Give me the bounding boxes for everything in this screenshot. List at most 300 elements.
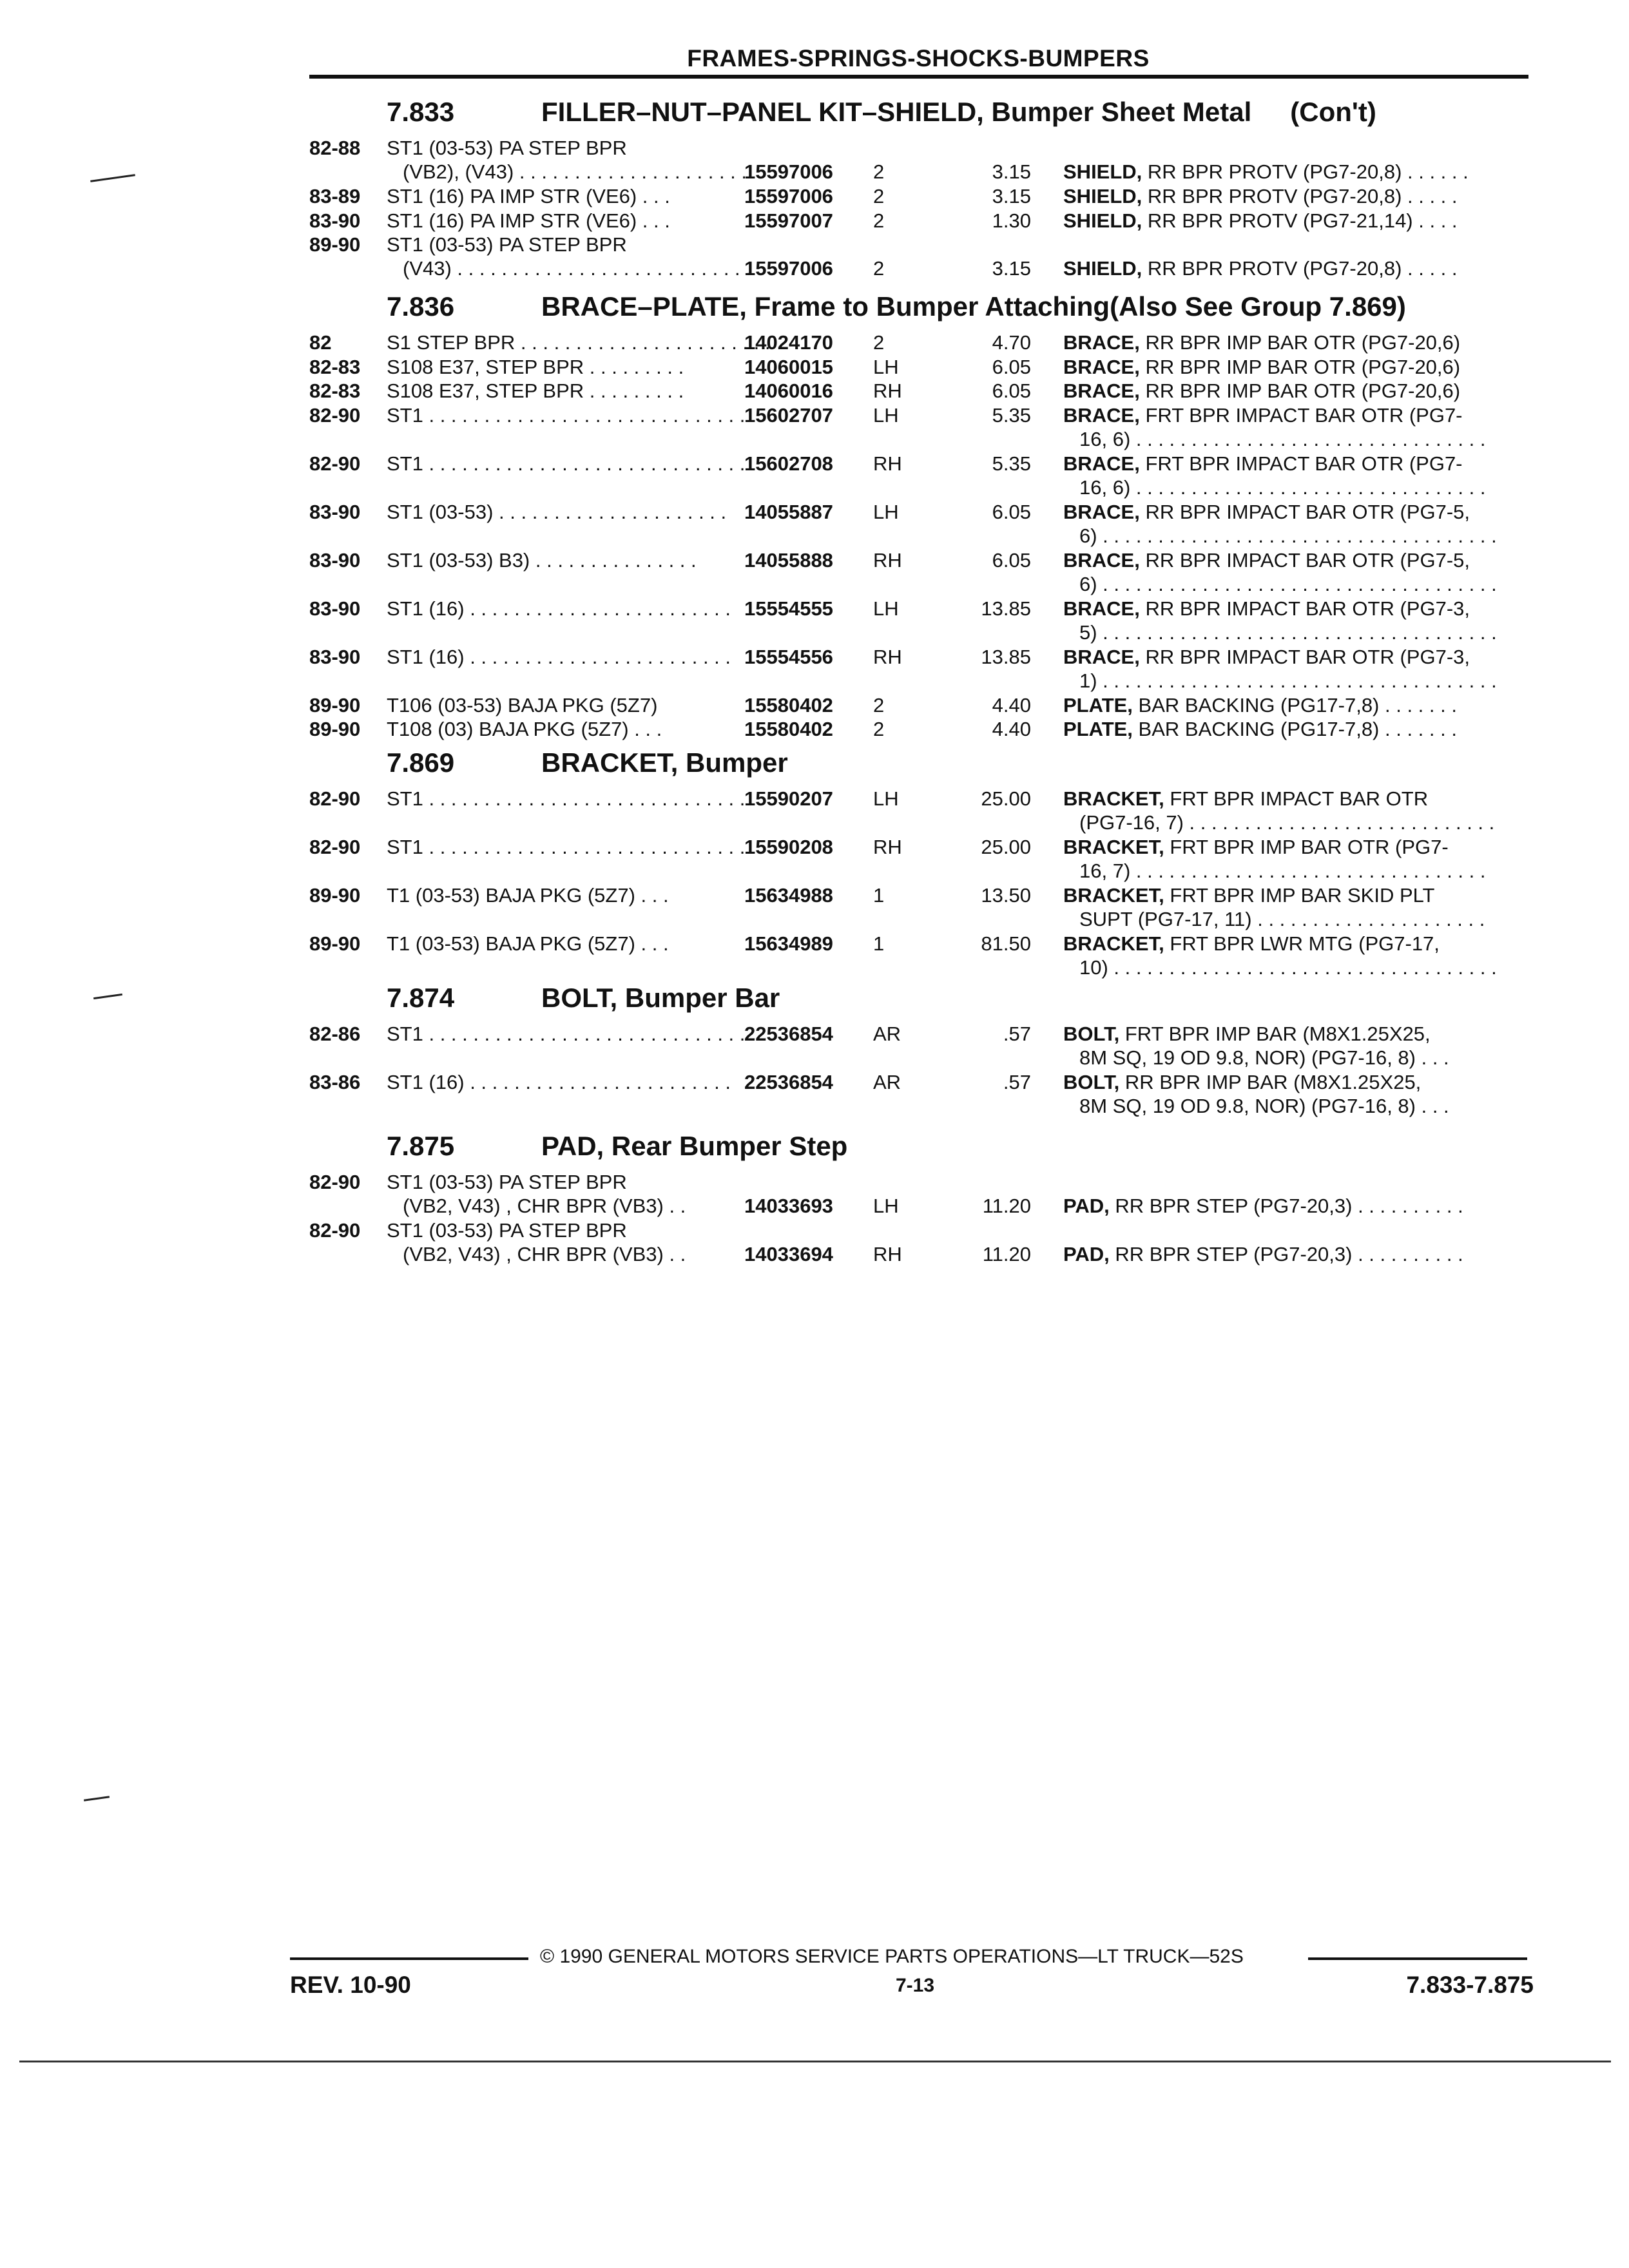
part-name <box>1063 380 1527 403</box>
quantity: 2 <box>873 693 885 716</box>
part-number: 15602707 <box>744 403 833 427</box>
parts-row-line <box>0 621 1629 645</box>
parts-row-line <box>0 718 1629 742</box>
quantity: 2 <box>873 160 885 183</box>
list-price: 3.15 <box>992 257 1031 280</box>
parts-row-line <box>0 884 1629 908</box>
parts-row-line <box>0 694 1629 718</box>
parts-row-line <box>0 597 1629 621</box>
parts-row <box>0 836 1629 883</box>
parts-row-line <box>0 209 1629 233</box>
footer-rule-right <box>1308 1957 1527 1960</box>
part-name-detail: RR BPR PROTV (PG7-20,8) . . . . . . <box>1142 160 1469 183</box>
parts-row <box>0 233 1629 281</box>
part-noun: BRACE, <box>1063 331 1140 354</box>
parts-row <box>0 597 1629 645</box>
model-years: 89-90 <box>309 932 361 955</box>
usage-description: ST1 . . . . . . . . . . . . . . . . . . . . . . . . . . . . . <box>387 452 746 475</box>
model-years: 82-90 <box>309 452 361 475</box>
part-noun: BRACE, <box>1063 403 1140 427</box>
quantity: 2 <box>873 331 885 354</box>
parts-row-line <box>0 380 1629 403</box>
part-noun: BRACKET, <box>1063 932 1164 955</box>
part-name-detail: 16, 6) . . . . . . . . . . . . . . . . . . . . . . . . . . . . . . . . <box>1079 476 1486 499</box>
model-years: 89-90 <box>309 718 361 740</box>
usage-description: ST1 . . . . . . . . . . . . . . . . . . . . . . . . . . . . . <box>387 787 746 810</box>
parts-row <box>0 209 1629 233</box>
usage-description: S108 E37, STEP BPR . . . . . . . . . <box>387 380 684 402</box>
usage-description: (VB2), (V43) . . . . . . . . . . . . . . . . . . . . . <box>403 160 747 183</box>
model-years: 89-90 <box>309 233 361 256</box>
part-noun: PAD, <box>1063 1195 1110 1217</box>
quantity: 1 <box>873 884 885 907</box>
parts-row-line <box>0 428 1629 452</box>
model-years: 82-83 <box>309 380 361 402</box>
parts-row <box>0 718 1629 742</box>
footer-revision: REV. 10-90 <box>290 1972 411 1998</box>
part-name-detail: FRT BPR LWR MTG (PG7-17, <box>1164 932 1440 955</box>
section-heading <box>387 1131 847 1162</box>
section-heading <box>387 97 1376 128</box>
parts-row <box>0 787 1629 835</box>
list-price: 81.50 <box>981 932 1031 955</box>
part-name-detail: FRT BPR IMPACT BAR OTR (PG7- <box>1139 403 1463 427</box>
usage-description: ST1 (16) PA IMP STR (VE6) . . . <box>387 209 670 232</box>
parts-row <box>0 380 1629 403</box>
list-price: 3.15 <box>992 160 1031 183</box>
model-years: 82-86 <box>309 1023 361 1045</box>
part-name-detail: 6) . . . . . . . . . . . . . . . . . . . . . . . . . . . . . . . . . . . . <box>1079 524 1497 547</box>
part-name <box>1063 356 1527 379</box>
part-number: 15602708 <box>744 452 833 475</box>
parts-row-line <box>0 549 1629 573</box>
part-noun: SHIELD, <box>1063 185 1142 207</box>
usage-description: ST1 (03-53) PA STEP BPR <box>387 1171 627 1193</box>
part-name-detail: RR BPR IMPACT BAR OTR (PG7-5, <box>1139 500 1470 523</box>
part-name <box>1079 621 1527 644</box>
part-name-detail: RR BPR IMP BAR OTR (PG7-20,6) <box>1139 380 1461 402</box>
parts-row-line <box>0 669 1629 693</box>
list-price: 13.85 <box>981 597 1031 620</box>
part-name-detail: FRT BPR IMP BAR OTR (PG7- <box>1164 836 1449 858</box>
parts-row-line <box>0 646 1629 669</box>
parts-row-line <box>0 331 1629 355</box>
model-years: 83-90 <box>309 500 361 523</box>
parts-row-line <box>0 160 1629 184</box>
part-noun: PLATE, <box>1063 693 1133 716</box>
part-noun: BRACE, <box>1063 452 1140 475</box>
parts-row-line <box>0 1095 1629 1119</box>
list-price: 6.05 <box>992 355 1031 378</box>
part-noun: BRACKET, <box>1063 787 1164 810</box>
parts-row <box>0 452 1629 500</box>
part-name <box>1079 669 1527 693</box>
model-years: 83-90 <box>309 209 361 232</box>
part-number: 15580402 <box>744 718 833 740</box>
section-title: BRACKET, Bumper <box>541 747 788 778</box>
usage-description: ST1 (03-53) . . . . . . . . . . . . . . . . . . . . . <box>387 500 727 523</box>
parts-row <box>0 356 1629 380</box>
list-price: 6.05 <box>992 380 1031 402</box>
parts-row-line <box>0 1243 1629 1267</box>
part-noun: BOLT, <box>1063 1023 1120 1045</box>
usage-description: (V43) . . . . . . . . . . . . . . . . . . . . . . . . . . . <box>403 257 751 280</box>
model-years: 83-86 <box>309 1071 361 1093</box>
usage-description: ST1 (16) . . . . . . . . . . . . . . . . . . . . . . . . <box>387 597 731 620</box>
part-name-detail: RR BPR PROTV (PG7-20,8) . . . . . <box>1142 185 1458 207</box>
section-title: PAD, Rear Bumper Step <box>541 1131 848 1161</box>
part-noun: BOLT, <box>1063 1071 1120 1093</box>
part-noun: PLATE, <box>1063 718 1133 740</box>
part-name <box>1063 549 1527 572</box>
parts-row <box>0 884 1629 932</box>
parts-row <box>0 185 1629 209</box>
part-number: 14055888 <box>744 548 833 572</box>
part-noun: BRACE, <box>1063 380 1140 402</box>
section-heading <box>387 747 788 778</box>
part-name <box>1079 476 1527 499</box>
part-noun: BRACE, <box>1063 500 1140 523</box>
list-price: 5.35 <box>992 452 1031 475</box>
part-name <box>1079 1095 1527 1118</box>
part-name-detail: RR BPR IMPACT BAR OTR (PG7-3, <box>1139 645 1470 668</box>
footer-group-range: 7.833-7.875 <box>1406 1972 1534 1998</box>
parts-row-line <box>0 185 1629 209</box>
parts-row-line <box>0 860 1629 883</box>
scan-margin-mark <box>84 1796 110 1802</box>
part-number: 22536854 <box>744 1071 833 1093</box>
parts-row-line <box>0 1046 1629 1070</box>
parts-row-line <box>0 1023 1629 1046</box>
parts-row-line <box>0 932 1629 956</box>
part-name <box>1079 573 1527 596</box>
list-price: 4.70 <box>992 331 1031 354</box>
part-name <box>1063 452 1527 476</box>
parts-row <box>0 1171 1629 1218</box>
quantity: RH <box>873 836 902 858</box>
part-name-detail: RR BPR IMP BAR OTR (PG7-20,6) <box>1139 355 1461 378</box>
section-heading <box>387 983 780 1014</box>
part-name-detail: 8M SQ, 19 OD 9.8, NOR) (PG7-16, 8) . . . <box>1079 1046 1449 1069</box>
quantity: LH <box>873 355 899 378</box>
part-noun: SHIELD, <box>1063 257 1142 280</box>
parts-row-line <box>0 257 1629 281</box>
part-number: 22536854 <box>744 1023 833 1045</box>
part-noun: BRACE, <box>1063 355 1140 378</box>
list-price: 3.15 <box>992 185 1031 207</box>
footer-copyright: © 1990 GENERAL MOTORS SERVICE PARTS OPERATIONS—LT TRUCK—52S <box>540 1946 1244 1967</box>
usage-description: ST1 (03-53) PA STEP BPR <box>387 233 627 256</box>
part-number: 14055887 <box>744 500 833 523</box>
part-number: 14060015 <box>744 355 833 378</box>
part-name <box>1079 524 1527 548</box>
usage-description: (VB2, V43) , CHR BPR (VB3) . . <box>403 1243 686 1265</box>
quantity: LH <box>873 597 899 620</box>
list-price: 11.20 <box>982 1243 1031 1265</box>
part-name-detail: RR BPR PROTV (PG7-21,14) . . . . <box>1142 209 1458 232</box>
part-name-detail: RR BPR IMP BAR (M8X1.25X25, <box>1119 1071 1422 1093</box>
parts-row-line <box>0 452 1629 476</box>
usage-description: ST1 (16) . . . . . . . . . . . . . . . . . . . . . . . . <box>387 1071 731 1093</box>
part-name-detail: 10) . . . . . . . . . . . . . . . . . . . . . . . . . . . . . . . . . . . <box>1079 956 1497 979</box>
parts-row-line <box>0 137 1629 160</box>
parts-row-line <box>0 811 1629 835</box>
part-number: 15597007 <box>744 209 833 232</box>
quantity: RH <box>873 380 902 402</box>
parts-row <box>0 501 1629 548</box>
quantity: AR <box>873 1023 901 1045</box>
list-price: 13.85 <box>981 645 1031 668</box>
usage-description: ST1 (03-53) PA STEP BPR <box>387 1219 627 1242</box>
part-noun: PAD, <box>1063 1243 1110 1265</box>
list-price: 4.40 <box>992 718 1031 740</box>
usage-description: ST1 (03-53) B3) . . . . . . . . . . . . . . . <box>387 548 697 572</box>
list-price: .57 <box>1003 1071 1031 1093</box>
usage-description: T1 (03-53) BAJA PKG (5Z7) . . . <box>387 884 669 907</box>
part-number: 15634989 <box>744 932 833 955</box>
usage-description: S1 STEP BPR . . . . . . . . . . . . . . . . . . . . . . . <box>387 331 771 354</box>
parts-row-line <box>0 1171 1629 1195</box>
list-price: .57 <box>1003 1023 1031 1045</box>
section-number: 7.833 <box>387 97 455 127</box>
section-number: 7.875 <box>387 1131 455 1161</box>
parts-row-line <box>0 836 1629 860</box>
usage-description: T106 (03-53) BAJA PKG (5Z7) <box>387 693 658 716</box>
part-number: 15597006 <box>744 257 833 280</box>
part-name <box>1063 160 1527 184</box>
parts-row-line <box>0 908 1629 932</box>
section-title: FILLER–NUT–PANEL KIT–SHIELD, Bumper Sheet Metal <box>541 97 1252 127</box>
part-name-detail: 5) . . . . . . . . . . . . . . . . . . . . . . . . . . . . . . . . . . . . <box>1079 620 1497 644</box>
part-name <box>1079 811 1527 834</box>
part-name-detail: FRT BPR IMPACT BAR OTR (PG7- <box>1139 452 1463 475</box>
quantity: RH <box>873 1243 902 1265</box>
list-price: 1.30 <box>992 209 1031 232</box>
part-name-detail: FRT BPR IMPACT BAR OTR <box>1164 787 1429 810</box>
quantity: 2 <box>873 185 885 207</box>
quantity: RH <box>873 548 902 572</box>
part-number: 14033694 <box>744 1243 833 1265</box>
model-years: 82-90 <box>309 836 361 858</box>
parts-row-line <box>0 524 1629 548</box>
parts-row-line <box>0 1071 1629 1095</box>
parts-row <box>0 1219 1629 1267</box>
part-number: 15597006 <box>744 185 833 207</box>
section-continued-note: (Con't) <box>1290 97 1376 127</box>
section-title: BRACE–PLATE, Frame to Bumper Attaching(Also See Group 7.869) <box>541 291 1406 322</box>
part-name-detail: RR BPR IMP BAR OTR (PG7-20,6) <box>1139 331 1461 354</box>
part-name-detail: 6) . . . . . . . . . . . . . . . . . . . . . . . . . . . . . . . . . . . . <box>1079 572 1497 595</box>
parts-row-line <box>0 501 1629 524</box>
list-price: 25.00 <box>981 787 1031 810</box>
parts-row <box>0 932 1629 980</box>
part-name-detail: 16, 6) . . . . . . . . . . . . . . . . . . . . . . . . . . . . . . . . <box>1079 427 1486 450</box>
parts-row-line <box>0 356 1629 380</box>
parts-row <box>0 694 1629 718</box>
list-price: 11.20 <box>982 1195 1031 1217</box>
parts-row <box>0 1023 1629 1070</box>
list-price: 5.35 <box>992 403 1031 427</box>
part-name-detail: 8M SQ, 19 OD 9.8, NOR) (PG7-16, 8) . . . <box>1079 1095 1449 1117</box>
quantity: RH <box>873 452 902 475</box>
part-name-detail: BAR BACKING (PG17-7,8) . . . . . . . <box>1132 693 1457 716</box>
part-number: 15634988 <box>744 884 833 907</box>
parts-row-line <box>0 573 1629 597</box>
section-number: 7.869 <box>387 747 455 778</box>
model-years: 83-90 <box>309 597 361 620</box>
part-name-detail: RR BPR IMPACT BAR OTR (PG7-5, <box>1139 548 1470 572</box>
part-name-detail: RR BPR STEP (PG7-20,3) . . . . . . . . . . <box>1109 1195 1463 1217</box>
model-years: 89-90 <box>309 693 361 716</box>
list-price: 4.40 <box>992 693 1031 716</box>
footer-page-number: 7-13 <box>895 1975 935 1996</box>
part-name <box>1063 331 1527 354</box>
part-noun: SHIELD, <box>1063 209 1142 232</box>
part-name <box>1063 501 1527 524</box>
model-years: 82-83 <box>309 355 361 378</box>
part-name-detail: RR BPR IMPACT BAR OTR (PG7-3, <box>1139 597 1470 620</box>
scan-margin-mark <box>93 994 122 999</box>
usage-description: ST1 . . . . . . . . . . . . . . . . . . . . . . . . . . . . . <box>387 1023 746 1045</box>
quantity: RH <box>873 645 902 668</box>
part-name-detail: FRT BPR IMP BAR SKID PLT <box>1164 884 1435 907</box>
usage-description: ST1 (16) PA IMP STR (VE6) . . . <box>387 185 670 207</box>
part-name <box>1079 860 1527 883</box>
model-years: 83-89 <box>309 185 361 207</box>
header-rule <box>309 75 1528 79</box>
part-name <box>1063 185 1527 208</box>
model-years: 82-90 <box>309 1219 361 1242</box>
part-number: 14024170 <box>744 331 833 354</box>
part-number: 14060016 <box>744 380 833 402</box>
part-name <box>1063 694 1527 717</box>
part-name <box>1063 1195 1527 1218</box>
model-years: 82-90 <box>309 787 361 810</box>
model-years: 83-90 <box>309 548 361 572</box>
part-name <box>1063 209 1527 233</box>
scan-bottom-edge <box>19 2061 1611 2062</box>
part-number: 14033693 <box>744 1195 833 1217</box>
part-name <box>1063 718 1527 741</box>
usage-description: ST1 (16) . . . . . . . . . . . . . . . . . . . . . . . . <box>387 645 731 668</box>
part-name <box>1063 787 1527 811</box>
part-number: 15597006 <box>744 160 833 183</box>
model-years: 82-88 <box>309 137 361 159</box>
quantity: LH <box>873 403 899 427</box>
part-name <box>1063 404 1527 427</box>
part-number: 15590207 <box>744 787 833 810</box>
parts-row <box>0 331 1629 355</box>
list-price: 25.00 <box>981 836 1031 858</box>
model-years: 89-90 <box>309 884 361 907</box>
part-name <box>1063 932 1527 956</box>
part-noun: BRACKET, <box>1063 884 1164 907</box>
quantity: 2 <box>873 209 885 232</box>
part-name <box>1063 257 1527 280</box>
parts-row-line <box>0 956 1629 980</box>
footer-rule-left <box>290 1957 528 1960</box>
quantity: LH <box>873 500 899 523</box>
list-price: 13.50 <box>981 884 1031 907</box>
section-number: 7.836 <box>387 291 455 322</box>
part-name-detail: RR BPR PROTV (PG7-20,8) . . . . . <box>1142 257 1458 280</box>
part-number: 15554556 <box>744 645 833 668</box>
part-noun: BRACE, <box>1063 645 1140 668</box>
part-name-detail: BAR BACKING (PG17-7,8) . . . . . . . <box>1132 718 1457 740</box>
part-name <box>1079 956 1527 979</box>
section-heading <box>387 291 1406 322</box>
parts-row-line <box>0 476 1629 500</box>
quantity: LH <box>873 1195 899 1217</box>
part-name-detail: FRT BPR IMP BAR (M8X1.25X25, <box>1119 1023 1431 1045</box>
part-number: 15554555 <box>744 597 833 620</box>
list-price: 6.05 <box>992 500 1031 523</box>
part-name <box>1063 597 1527 620</box>
usage-description: ST1 . . . . . . . . . . . . . . . . . . . . . . . . . . . . . <box>387 403 746 427</box>
part-noun: BRACKET, <box>1063 836 1164 858</box>
part-name <box>1063 1023 1527 1046</box>
quantity: AR <box>873 1071 901 1093</box>
parts-row-line <box>0 1219 1629 1243</box>
part-name-detail: (PG7-16, 7) . . . . . . . . . . . . . . . . . . . . . . . . . . . . <box>1079 811 1495 834</box>
usage-description: ST1 (03-53) PA STEP BPR <box>387 137 627 159</box>
model-years: 83-90 <box>309 645 361 668</box>
part-name-detail: 16, 7) . . . . . . . . . . . . . . . . . . . . . . . . . . . . . . . . <box>1079 860 1486 882</box>
part-name <box>1079 908 1527 931</box>
model-years: 82-90 <box>309 403 361 427</box>
part-name <box>1063 1243 1527 1266</box>
part-name <box>1079 428 1527 451</box>
usage-description: ST1 . . . . . . . . . . . . . . . . . . . . . . . . . . . . . <box>387 836 746 858</box>
part-name-detail: 1) . . . . . . . . . . . . . . . . . . . . . . . . . . . . . . . . . . . . <box>1079 669 1497 692</box>
quantity: 1 <box>873 932 885 955</box>
section-number: 7.874 <box>387 983 455 1013</box>
part-name <box>1079 1046 1527 1070</box>
part-name <box>1063 836 1527 859</box>
model-years: 82 <box>309 331 332 354</box>
parts-row-line <box>0 233 1629 257</box>
usage-description: (VB2, V43) , CHR BPR (VB3) . . <box>403 1195 686 1217</box>
quantity: 2 <box>873 718 885 740</box>
parts-row-line <box>0 404 1629 428</box>
page-header-title: FRAMES-SPRINGS-SHOCKS-BUMPERS <box>687 45 1150 72</box>
parts-row <box>0 404 1629 452</box>
parts-row <box>0 137 1629 184</box>
part-name <box>1063 1071 1527 1094</box>
part-name-detail: SUPT (PG7-17, 11) . . . . . . . . . . . . . . . . . . . . . <box>1079 908 1485 930</box>
part-number: 15590208 <box>744 836 833 858</box>
usage-description: T108 (03) BAJA PKG (5Z7) . . . <box>387 718 662 740</box>
part-noun: BRACE, <box>1063 597 1140 620</box>
quantity: 2 <box>873 257 885 280</box>
part-name-detail: RR BPR STEP (PG7-20,3) . . . . . . . . . . <box>1109 1243 1463 1265</box>
part-number: 15580402 <box>744 693 833 716</box>
model-years: 82-90 <box>309 1171 361 1193</box>
list-price: 6.05 <box>992 548 1031 572</box>
part-name <box>1063 884 1527 907</box>
part-name <box>1063 646 1527 669</box>
parts-row-line <box>0 787 1629 811</box>
part-noun: SHIELD, <box>1063 160 1142 183</box>
parts-row-line <box>0 1195 1629 1218</box>
parts-row <box>0 549 1629 597</box>
parts-row <box>0 646 1629 693</box>
part-noun: BRACE, <box>1063 548 1140 572</box>
quantity: LH <box>873 787 899 810</box>
usage-description: S108 E37, STEP BPR . . . . . . . . . <box>387 355 684 378</box>
section-title: BOLT, Bumper Bar <box>541 983 780 1013</box>
parts-row <box>0 1071 1629 1119</box>
